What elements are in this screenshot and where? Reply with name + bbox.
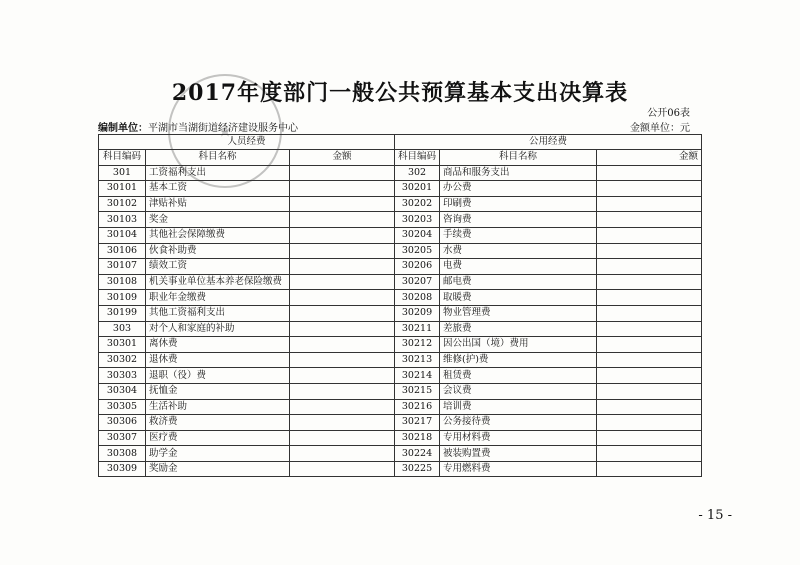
table-row (99, 430, 702, 446)
right-amount-cell (597, 196, 702, 212)
left-name-cell: 津贴补贴 (146, 196, 290, 212)
left-name-cell: 抚恤金 (146, 383, 290, 399)
table-row (99, 352, 702, 368)
left-name-cell: 其他工资福利支出 (146, 305, 290, 321)
right-amount-cell (597, 446, 702, 462)
left-amount-cell (290, 399, 395, 415)
left-name-cell: 救济费 (146, 415, 290, 431)
right-code-cell: 30209 (395, 305, 440, 321)
left-amount-cell (290, 196, 395, 212)
right-amount-cell (597, 399, 702, 415)
left-code-cell: 30303 (99, 368, 146, 384)
left-amount-cell (290, 212, 395, 228)
right-code-cell: 30201 (395, 181, 440, 197)
left-code-cell: 301 (99, 165, 146, 181)
right-name-cell: 维修(护)费 (440, 352, 597, 368)
left-code-cell: 30309 (99, 461, 146, 477)
right-amount-cell (597, 227, 702, 243)
right-amount-cell (597, 290, 702, 306)
left-name-cell: 机关事业单位基本养老保险缴费 (146, 274, 290, 290)
table-row (99, 399, 702, 415)
right-name-cell: 公务接待费 (440, 415, 597, 431)
left-code-cell: 30103 (99, 212, 146, 228)
left-code-cell: 30102 (99, 196, 146, 212)
left-code-cell: 30108 (99, 274, 146, 290)
left-code-cell: 30106 (99, 243, 146, 259)
right-amount-cell (597, 243, 702, 259)
unit-row (98, 119, 690, 134)
left-code-cell: 30301 (99, 337, 146, 353)
right-amount-cell (597, 321, 702, 337)
table-row (99, 368, 702, 384)
col-code-right: 科目编码 (395, 150, 440, 166)
table-row (99, 259, 702, 275)
left-name-cell: 退职（役）费 (146, 368, 290, 384)
table-row (99, 415, 702, 431)
right-code-cell: 30216 (395, 399, 440, 415)
right-amount-cell (597, 383, 702, 399)
page-number: - 15 - (698, 508, 732, 523)
right-code-cell: 30205 (395, 243, 440, 259)
left-amount-cell (290, 446, 395, 462)
right-amount-cell (597, 337, 702, 353)
right-name-cell: 培训费 (440, 399, 597, 415)
right-code-cell: 30206 (395, 259, 440, 275)
left-name-cell: 工资福利支出 (146, 165, 290, 181)
left-name-cell: 医疗费 (146, 430, 290, 446)
left-amount-cell (290, 259, 395, 275)
left-amount-cell (290, 337, 395, 353)
right-amount-cell (597, 212, 702, 228)
table-row (99, 305, 702, 321)
left-code-cell: 30199 (99, 305, 146, 321)
right-code-cell: 30224 (395, 446, 440, 462)
table-row (99, 196, 702, 212)
left-name-cell: 离休费 (146, 337, 290, 353)
left-amount-cell (290, 383, 395, 399)
right-code-cell: 30218 (395, 430, 440, 446)
left-name-cell: 退休费 (146, 352, 290, 368)
table-row (99, 274, 702, 290)
table-row (99, 181, 702, 197)
col-code-left: 科目编码 (99, 150, 146, 166)
right-amount-cell (597, 415, 702, 431)
budget-table (98, 134, 702, 477)
table-row (99, 227, 702, 243)
right-amount-cell (597, 305, 702, 321)
right-amount-cell (597, 352, 702, 368)
left-code-cell: 303 (99, 321, 146, 337)
right-name-cell: 租赁费 (440, 368, 597, 384)
right-name-cell: 水费 (440, 243, 597, 259)
left-amount-cell (290, 415, 395, 431)
left-amount-cell (290, 243, 395, 259)
table-body (99, 165, 702, 477)
table-row (99, 212, 702, 228)
compiling-unit (98, 119, 298, 134)
left-amount-cell (290, 321, 395, 337)
right-name-cell: 专用材料费 (440, 430, 597, 446)
column-header-row (99, 150, 702, 166)
left-code-cell: 30109 (99, 290, 146, 306)
left-amount-cell (290, 368, 395, 384)
form-code: 公开06表 (647, 108, 690, 119)
right-code-cell: 30212 (395, 337, 440, 353)
right-code-cell: 30204 (395, 227, 440, 243)
right-name-cell: 取暖费 (440, 290, 597, 306)
left-name-cell: 生活补助 (146, 399, 290, 415)
left-name-cell: 奖金 (146, 212, 290, 228)
group-public: 公用经费 (395, 135, 702, 150)
right-name-cell: 手续费 (440, 227, 597, 243)
unit-name: 平湖市当湖街道经济建设服务中心 (148, 123, 298, 134)
currency-unit: 金额单位：元 (630, 123, 690, 134)
right-name-cell: 差旅费 (440, 321, 597, 337)
group-header-row (99, 135, 702, 150)
left-amount-cell (290, 461, 395, 477)
right-code-cell: 30211 (395, 321, 440, 337)
right-name-cell: 办公费 (440, 181, 597, 197)
left-code-cell: 30107 (99, 259, 146, 275)
left-amount-cell (290, 352, 395, 368)
right-code-cell: 30225 (395, 461, 440, 477)
right-amount-cell (597, 461, 702, 477)
right-name-cell: 邮电费 (440, 274, 597, 290)
right-code-cell: 30207 (395, 274, 440, 290)
left-name-cell: 伙食补助费 (146, 243, 290, 259)
table-row (99, 321, 702, 337)
right-amount-cell (597, 181, 702, 197)
table-row (99, 290, 702, 306)
table-row (99, 337, 702, 353)
right-name-cell: 会议费 (440, 383, 597, 399)
right-name-cell: 商品和服务支出 (440, 165, 597, 181)
left-name-cell: 其他社会保障缴费 (146, 227, 290, 243)
right-amount-cell (597, 430, 702, 446)
right-name-cell: 印刷费 (440, 196, 597, 212)
left-amount-cell (290, 290, 395, 306)
right-code-cell: 30213 (395, 352, 440, 368)
col-name-left: 科目名称 (146, 150, 290, 166)
table-row (99, 383, 702, 399)
right-amount-cell (597, 274, 702, 290)
left-name-cell: 基本工资 (146, 181, 290, 197)
left-name-cell: 绩效工资 (146, 259, 290, 275)
left-code-cell: 30308 (99, 446, 146, 462)
table-row (99, 243, 702, 259)
col-amount-left: 金额 (290, 150, 395, 166)
left-name-cell: 奖励金 (146, 461, 290, 477)
left-code-cell: 30305 (99, 399, 146, 415)
right-code-cell: 30215 (395, 383, 440, 399)
table-row (99, 165, 702, 181)
left-code-cell: 30306 (99, 415, 146, 431)
right-name-cell: 被装购置费 (440, 446, 597, 462)
table-row (99, 461, 702, 477)
left-amount-cell (290, 305, 395, 321)
left-code-cell: 30104 (99, 227, 146, 243)
right-amount-cell (597, 165, 702, 181)
right-name-cell: 咨询费 (440, 212, 597, 228)
right-name-cell: 电费 (440, 259, 597, 275)
group-personnel: 人员经费 (99, 135, 395, 150)
right-amount-cell (597, 368, 702, 384)
right-code-cell: 30214 (395, 368, 440, 384)
left-name-cell: 职业年金缴费 (146, 290, 290, 306)
left-code-cell: 30304 (99, 383, 146, 399)
right-name-cell: 因公出国（境）费用 (440, 337, 597, 353)
document-title: 2017年度部门一般公共预算基本支出决算表 (171, 80, 629, 106)
right-name-cell: 物业管理费 (440, 305, 597, 321)
left-amount-cell (290, 181, 395, 197)
right-code-cell: 30202 (395, 196, 440, 212)
unit-label: 编制单位： (98, 123, 148, 134)
right-code-cell: 30217 (395, 415, 440, 431)
right-code-cell: 30208 (395, 290, 440, 306)
left-name-cell: 对个人和家庭的补助 (146, 321, 290, 337)
left-code-cell: 30302 (99, 352, 146, 368)
left-code-cell: 30101 (99, 181, 146, 197)
col-amount-right: 金额 (597, 150, 702, 166)
left-amount-cell (290, 227, 395, 243)
left-amount-cell (290, 274, 395, 290)
left-name-cell: 助学金 (146, 446, 290, 462)
right-name-cell: 专用燃料费 (440, 461, 597, 477)
right-amount-cell (597, 259, 702, 275)
right-code-cell: 30203 (395, 212, 440, 228)
col-name-right: 科目名称 (440, 150, 597, 166)
left-code-cell: 30307 (99, 430, 146, 446)
left-amount-cell (290, 165, 395, 181)
table-row (99, 446, 702, 462)
right-code-cell: 302 (395, 165, 440, 181)
left-amount-cell (290, 430, 395, 446)
